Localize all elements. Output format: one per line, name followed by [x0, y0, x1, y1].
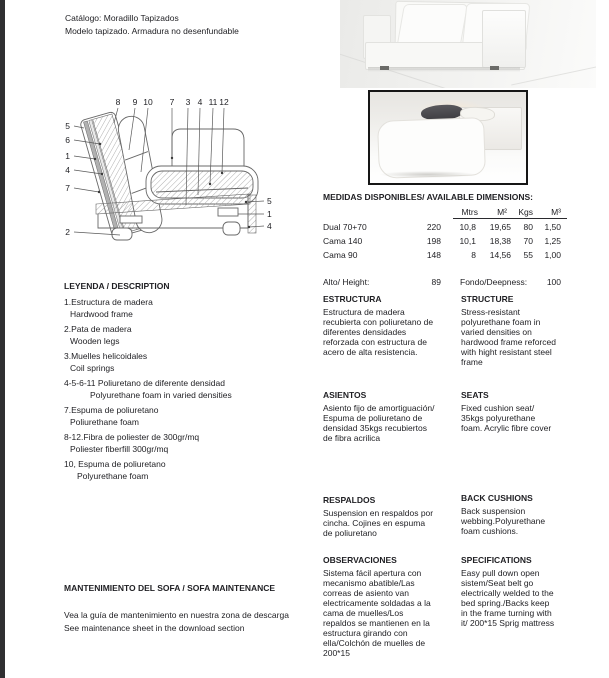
depth-label: Fondo/Deepness: — [460, 277, 528, 287]
row-size: 220 — [426, 222, 441, 232]
legend-title: LEYENDA / DESCRIPTION — [64, 281, 170, 291]
section-title: RESPALDOS — [323, 495, 376, 505]
row-kgs: 80 — [523, 222, 533, 232]
legend-item-es: 8-12.Fibra de poliester de 300gr/mq — [64, 432, 200, 442]
legend-item-en: Poliester fiberfill 300gr/mq — [70, 444, 169, 454]
section-asientos — [323, 390, 435, 443]
callout-number: 2 — [65, 227, 70, 237]
legend-item-en: Wooden legs — [70, 336, 120, 346]
callout-number: 6 — [65, 135, 70, 145]
section-title: OBSERVACIONES — [323, 555, 397, 565]
callout-number: 12 — [219, 97, 229, 107]
sofa-cross-section-diagram — [20, 88, 300, 260]
row-mtrs: 10,1 — [459, 236, 476, 246]
model-subtitle: Modelo tapizado. Armadura no desenfundable — [65, 26, 239, 36]
legend-item — [64, 404, 304, 428]
legend-item-es: 2.Pata de madera — [64, 324, 132, 334]
legend-item-es: 4-5-6-11 Poliuretano de diferente densidad — [64, 378, 225, 388]
row-m2: 19,65 — [489, 222, 511, 232]
legend-item — [64, 350, 304, 374]
bed-shadow — [379, 171, 476, 178]
section-respaldos — [323, 495, 435, 538]
callout-number: 4 — [267, 221, 272, 231]
sofa-foot — [490, 66, 499, 70]
legend-item-en: Polyurethane foam in varied densities — [90, 390, 232, 400]
column-header-m2: M² — [497, 207, 507, 217]
section-structure — [461, 294, 557, 367]
legend-item-en: Hardwood frame — [70, 309, 133, 319]
legend-item — [64, 431, 304, 455]
legend-item-es: 3.Muelles helicoidales — [64, 351, 148, 361]
row-label: Cama 90 — [323, 250, 358, 260]
section-body: Asiento fijo de amortiguación/ Espuma de poliuretano de densidad 35kgs recubiertos de fibra acrilica — [323, 403, 435, 443]
sofa-closed-photo — [340, 0, 596, 88]
row-mtrs: 10,8 — [459, 222, 476, 232]
sofa-arm-right — [482, 10, 526, 68]
height-depth-row — [323, 277, 571, 289]
sofa-foot — [380, 66, 389, 70]
table-row — [323, 222, 571, 234]
depth-value: 100 — [546, 277, 561, 287]
legend-item — [64, 296, 304, 320]
row-label: Dual 70+70 — [323, 222, 367, 232]
document-header — [65, 12, 239, 38]
section-seats — [461, 390, 557, 433]
section-title: ESTRUCTURA — [323, 294, 382, 304]
column-header-m3: M³ — [551, 207, 561, 217]
row-size: 148 — [426, 250, 441, 260]
dimensions-title: MEDIDAS DISPONIBLES/ AVAILABLE DIMENSIONS: — [323, 192, 533, 202]
row-size: 198 — [426, 236, 441, 246]
diagram-linework — [80, 111, 258, 240]
maintenance-section — [64, 583, 364, 635]
legend-item-en: Poliurethane foam — [70, 417, 139, 427]
callout-number: 8 — [115, 97, 121, 107]
row-kgs: 55 — [523, 250, 533, 260]
row-m3: 1,50 — [544, 222, 561, 232]
section-back-cushions — [461, 493, 557, 536]
callout-number: 7 — [65, 183, 70, 193]
maintenance-line-en: See maintenance sheet in the download section — [64, 623, 245, 633]
legend-item-en: Coil springs — [70, 363, 115, 373]
maintenance-title: MANTENIMIENTO DEL SOFA / SOFA MAINTENANCE — [64, 583, 276, 593]
section-title: SPECIFICATIONS — [461, 555, 532, 565]
section-title: ASIENTOS — [323, 390, 367, 400]
callout-number: 3 — [185, 97, 191, 107]
callout-number: 4 — [65, 165, 70, 175]
row-m3: 1,00 — [544, 250, 561, 260]
column-header-mtrs: Mtrs — [461, 207, 478, 217]
section-body: Easy pull down open sistem/Seat belt go electrically welded to the bed spring./Backs keep in the frame turning with it/ 200*15 Sprig mattress — [461, 568, 555, 628]
callout-number: 7 — [169, 97, 175, 107]
callout-number: 11 — [208, 97, 218, 107]
maintenance-line-es: Vea la guía de mantenimiento en nuestra zona de descarga — [64, 610, 289, 620]
callout-number: 1 — [267, 209, 272, 219]
section-title: BACK CUSHIONS — [461, 493, 533, 503]
callout-number: 1 — [65, 151, 70, 161]
section-specifications — [461, 555, 557, 628]
row-m3: 1,25 — [544, 236, 561, 246]
column-header-kgs: Kgs — [518, 207, 533, 217]
section-estructura — [323, 294, 435, 357]
section-title: SEATS — [461, 390, 489, 400]
left-border-strip — [0, 0, 5, 678]
section-body: Suspension en respaldos por cincha. Cojines en espuma de poliuretano — [323, 508, 434, 538]
legend-item-es: 10, Espuma de poliuretano — [64, 459, 166, 469]
sofabed-open-photo — [368, 90, 528, 185]
legend-item-es: 7.Espuma de poliuretano — [64, 405, 159, 415]
legend-item-es: 1.Estructura de madera — [64, 297, 153, 307]
callout-number: 4 — [197, 97, 203, 107]
row-m2: 18,38 — [489, 236, 511, 246]
table-row — [323, 250, 571, 262]
section-title: STRUCTURE — [461, 294, 514, 304]
section-body: Stress-resistant polyurethane foam in varied densities on hardwood frame reforced with hight resistant steel frame — [461, 307, 556, 367]
legend — [64, 281, 304, 485]
row-m2: 14,56 — [489, 250, 511, 260]
row-label: Cama 140 — [323, 236, 363, 246]
callout-number: 9 — [132, 97, 138, 107]
height-value: 89 — [431, 277, 441, 287]
callout-number: 5 — [65, 121, 70, 131]
legend-item — [64, 458, 304, 482]
callout-number: 5 — [267, 196, 272, 206]
row-kgs: 70 — [523, 236, 533, 246]
section-body: Fixed cushion seat/ 35kgs polyurethane foam. Acrylic fibre cover — [461, 403, 552, 433]
row-mtrs: 8 — [471, 250, 476, 260]
height-label: Alto/ Height: — [323, 277, 370, 287]
table-row — [323, 236, 571, 248]
section-body: Estructura de madera recubierta con poliuretano de diferentes densidades reforzada con estructura de acero de alta resistencia. — [323, 307, 434, 357]
legend-item — [64, 323, 304, 347]
section-body: Back suspension webbing.Polyurethane foam cushions. — [461, 506, 546, 536]
header-underline — [453, 218, 567, 219]
legend-item-en: Polyurethane foam — [77, 471, 149, 481]
section-body: Sistema fácil apertura con mecanismo abatible/Las correas de asiento van electricamente soldadas a la cama de muelles/Los repaldos se mantienen en la estructura girando con ella/Colchón de muelles de 200*15 — [323, 568, 431, 658]
callout-number: 10 — [143, 97, 153, 107]
catalog-title: Catálogo: Moradillo Tapizados — [65, 13, 179, 23]
legend-item — [64, 377, 304, 401]
